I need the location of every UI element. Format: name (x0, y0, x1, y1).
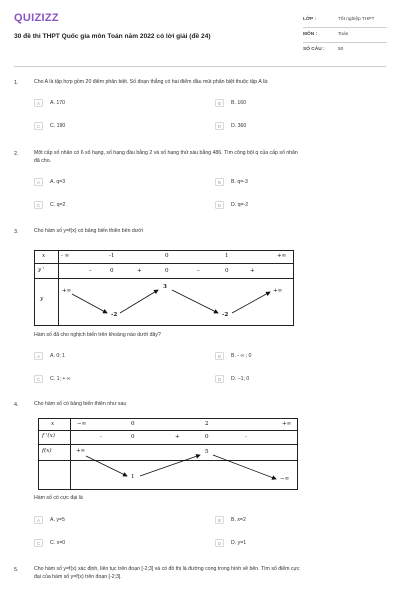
table-x-value: +∞ (282, 421, 292, 427)
option-b-box[interactable]: B (215, 99, 224, 107)
table-x-value: 0 (131, 421, 135, 427)
table-sign: + (137, 268, 142, 274)
option-a-box[interactable]: A (34, 99, 43, 107)
option-d-box[interactable]: D (215, 201, 224, 209)
option-a-text[interactable]: A. q=3 (50, 179, 66, 185)
table-fx-value: −∞ (280, 476, 290, 482)
question-prompt: Hàm số có cực đại là (34, 495, 83, 501)
option-d-box[interactable]: D (215, 122, 224, 130)
meta-label-count: SỐ CÂU : (303, 47, 325, 52)
table-x-value: 1 (225, 253, 229, 259)
option-b-box[interactable]: B (215, 352, 224, 360)
table-fx-value: 5 (205, 449, 209, 455)
increase-arrow (140, 455, 200, 476)
option-c-box[interactable]: C (34, 539, 43, 547)
option-c-text[interactable]: C. q=2 (50, 202, 66, 208)
table-sign: – (89, 268, 92, 274)
option-d-text[interactable]: D. −1; 0 (231, 376, 250, 382)
option-b-text[interactable]: B. 160 (231, 100, 246, 106)
option-d-box[interactable]: D (215, 375, 224, 383)
table-sign: + (250, 268, 255, 274)
table-sign: - (245, 434, 247, 440)
table-y-value: 3 (163, 284, 167, 290)
option-a-box[interactable]: A (34, 516, 43, 524)
option-d-text[interactable]: D. q=-2 (231, 202, 249, 208)
table-x-value: 2 (205, 421, 209, 427)
question-number: 3. (14, 229, 19, 235)
question-number: 4. (14, 402, 19, 408)
option-c-box[interactable]: C (34, 201, 43, 209)
meta-value-subject: Toán (338, 32, 349, 37)
question-text: Cho hàm số có bảng biến thiên như sau (34, 401, 127, 407)
table-x-value: −∞ (77, 421, 87, 427)
table-sign: – (197, 268, 200, 274)
option-a-text[interactable]: A. y=5 (50, 517, 65, 523)
table-fx-value: 1 (131, 474, 135, 480)
question-number: 2. (14, 151, 19, 157)
option-d-box[interactable]: D (215, 539, 224, 547)
meta-label-subject: MÔN : (303, 32, 318, 37)
table-x-value: - ∞ (61, 253, 70, 259)
option-a-box[interactable]: A (34, 178, 43, 186)
option-b-text[interactable]: B. x=2 (231, 517, 246, 523)
option-b-text[interactable]: B. q=-3 (231, 179, 248, 185)
table-x-value: 0 (165, 253, 169, 259)
page-title: 30 đề thi THPT Quốc gia môn Toán năm 2022 có lời giải (đề 24) (14, 33, 211, 40)
decrease-arrow (86, 456, 127, 476)
question-number: 1. (14, 80, 19, 86)
table-row-label-derivative: y ' (38, 267, 45, 273)
table-sign: 0 (205, 434, 209, 440)
option-c-text[interactable]: C. x=0 (50, 540, 66, 546)
table-y-value: -2 (111, 312, 118, 318)
table-sign: + (175, 434, 180, 440)
table-x-value: -1 (109, 253, 115, 259)
quizizz-logo: QUIZIZZ (14, 12, 59, 24)
table-row-label-y: y (40, 296, 44, 302)
option-d-text[interactable]: D. 360 (231, 123, 247, 129)
option-a-box[interactable]: A (34, 352, 43, 360)
question-text-line2: đã cho. (34, 158, 52, 164)
table-sign: 0 (165, 268, 169, 274)
table-row-label-fx: f(x) (42, 448, 52, 454)
table-y-value: -2 (222, 312, 229, 318)
table-row-label-derivative: f '(x) (42, 433, 55, 439)
table-row-label-x: x (42, 253, 46, 259)
decrease-arrow (213, 455, 276, 479)
option-c-text[interactable]: C. 1; + ∞ (50, 376, 71, 382)
option-c-text[interactable]: C. 190 (50, 123, 66, 129)
option-b-text[interactable]: B. - ∞ ; 0 (231, 353, 252, 359)
option-b-box[interactable]: B (215, 516, 224, 524)
option-a-text[interactable]: A. 0; 1 (50, 353, 65, 359)
option-a-text[interactable]: A. 170 (50, 100, 65, 106)
question-prompt: Hàm số đã cho nghịch biến trên khoảng nào dưới đây? (34, 332, 161, 338)
table-sign: 0 (131, 434, 135, 440)
table-x-value: +∞ (277, 253, 287, 259)
meta-label-class: LỚP : (303, 17, 317, 22)
table-y-value: +∞ (62, 288, 72, 294)
meta-value-class: Tốt nghiệp THPT (338, 17, 375, 22)
table-sign: 0 (110, 268, 114, 274)
meta-value-count: 50 (338, 47, 344, 52)
option-c-box[interactable]: C (34, 122, 43, 130)
question-text-line2: đại của hàm số y=f(x) trên đoạn [-2;3]. (34, 574, 122, 580)
question-text-line1: Cho hàm số y=f(x) xác định, liên tục trên đoạn [-2;3] và có đồ thị là đường cong trong hình vẽ bên. Tìm số điểm cực (34, 566, 300, 572)
table-y-value: +∞ (273, 288, 283, 294)
option-b-box[interactable]: B (215, 178, 224, 186)
table-fx-value: +∞ (76, 448, 86, 454)
option-c-box[interactable]: C (34, 375, 43, 383)
question-number: 5. (14, 567, 19, 573)
table-sign: 0 (225, 268, 229, 274)
table-row-label-x: x (51, 421, 55, 427)
table-sign: - (100, 434, 102, 440)
option-d-text[interactable]: D. y=1 (231, 540, 247, 546)
question-text: Cho A là tập hợp gồm 20 điểm phân biệt. Số đoạn thẳng có hai điểm đầu mút phân biệt thuộc tập A là: (34, 79, 269, 85)
question-text: Cho hàm số y=f(x) có bảng biến thiên bên dưới (34, 228, 143, 234)
question-text-line1: Một cấp số nhân có 6 số hạng, số hạng đầu bằng 2 và số hạng thứ sáu bằng 486. Tìm công bội q của cấp số nhân (34, 150, 298, 156)
